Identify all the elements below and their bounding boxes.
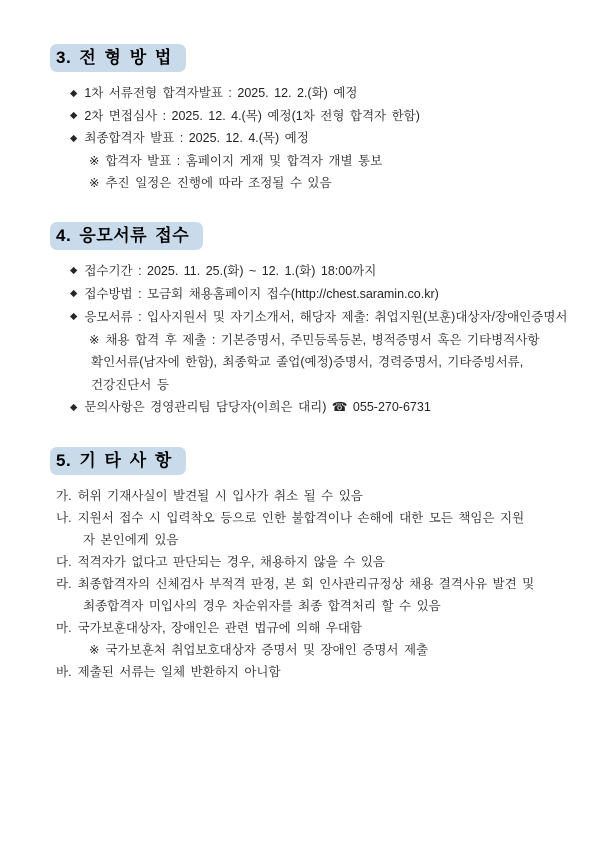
notice-line [70, 127, 564, 150]
reference-mark-icon: ※ [89, 175, 100, 190]
notice-line [56, 617, 564, 639]
list-label: 나. [56, 511, 72, 525]
notice-text: 자 본인에게 있음 [83, 533, 179, 547]
notice-text: 합격자 발표 : 홈페이지 게재 및 합격자 개별 통보 [105, 153, 383, 168]
list-label: 다. [56, 555, 72, 569]
notice-line [70, 82, 564, 105]
notice-text: 응모서류 : 입사지원서 및 자기소개서, 해당자 제출: 취업지원(보훈)대상자/장애인증명서 [84, 309, 568, 324]
diamond-bullet-icon: ◆ [70, 87, 78, 99]
notice-text: 1차 서류전형 합격자발표 : 2025. 12. 2.(화) 예정 [84, 86, 358, 100]
notice-continuation-line [83, 529, 564, 551]
notice-line [70, 260, 564, 283]
diamond-bullet-icon: ◆ [70, 132, 78, 144]
notice-text: 최종합격자 발표 : 2025. 12. 4.(목) 예정 [84, 131, 309, 145]
section-title-row [50, 222, 564, 250]
notice-text: 국가보훈처 취업보호대상자 증명서 및 장애인 증명서 제출 [105, 643, 429, 657]
notice-line [56, 485, 564, 507]
diamond-bullet-icon: ◆ [70, 288, 78, 299]
list-label: 바. [56, 665, 72, 679]
notice-text: 지원서 접수 시 입력착오 등으로 인한 불합격이나 손해에 대한 모든 책임은 지원 [77, 511, 525, 525]
notice-text: 허위 기재사실이 발견될 시 입사가 취소 될 수 있음 [77, 489, 363, 503]
notice-text: 2차 면접심사 : 2025. 12. 4.(목) 예정(1차 전형 합격자 한함) [84, 108, 420, 123]
diamond-bullet-icon: ◆ [70, 110, 78, 121]
notice-text: 확인서류(남자에 한함), 최종학교 졸업(예정)증명서, 경력증명서, 기타증빙서류, [91, 355, 524, 369]
notice-continuation-line [91, 351, 564, 374]
notice-line [70, 105, 564, 128]
notice-continuation-line [91, 374, 564, 397]
diamond-bullet-icon: ◆ [70, 265, 78, 276]
reference-mark-icon: ※ [89, 153, 100, 168]
contact-text: 문의사항은 경영관리팀 담당자(이희은 대리) ☎ 055-270-6731 [84, 400, 431, 414]
notice-text: 최종합격자의 신체검사 부적격 판정, 본 회 인사관리규정상 채용 결격사유 발견 및 [77, 577, 535, 591]
notice-line [56, 507, 564, 529]
section-application-submission [52, 222, 568, 420]
notice-subline [89, 329, 564, 352]
notice-line [56, 551, 564, 573]
notice-text: 접수기간 : 2025. 11. 25.(화) ~ 12. 1.(화) 18:00까지 [84, 263, 377, 278]
notice-text: 제출된 서류는 일체 반환하지 아니함 [77, 665, 281, 679]
notice-line [56, 661, 564, 683]
notice-text: 적격자가 없다고 판단되는 경우, 채용하지 않을 수 있음 [77, 555, 385, 569]
section-other-matters [52, 447, 564, 683]
notice-text: 최종합격자 미입사의 경우 차순위자를 최종 합격처리 할 수 있음 [83, 599, 441, 613]
diamond-bullet-icon: ◆ [70, 311, 78, 322]
notice-line [70, 306, 568, 329]
notice-text: 채용 합격 후 제출 : 기본증명서, 주민등록등본, 병적증명서 혹은 기타병적사항 [105, 332, 540, 347]
notice-text: 추진 일정은 진행에 따라 조정될 수 있음 [105, 175, 332, 190]
notice-subline [89, 639, 564, 661]
diamond-bullet-icon: ◆ [70, 401, 78, 413]
list-label: 라. [56, 577, 72, 591]
notice-line [56, 573, 564, 595]
notice-line [70, 283, 564, 306]
section-selection-method [52, 44, 564, 194]
section-title-highlight: 4. 응모서류 접수 [50, 222, 203, 250]
notice-text: 건강진단서 등 [91, 377, 169, 392]
notice-text: 국가보훈대상자, 장애인은 관련 법규에 의해 우대함 [77, 621, 362, 635]
list-label: 마. [56, 621, 72, 635]
notice-text-with-url: 접수방법 : 모금회 채용홈페이지 접수(http://chest.saramin.co.kr) [84, 286, 439, 301]
list-label: 가. [56, 489, 72, 503]
notice-subline [89, 150, 564, 172]
reference-mark-icon: ※ [89, 332, 100, 347]
contact-line [70, 396, 564, 419]
notice-continuation-line [83, 595, 564, 617]
section-title-highlight: 3. 전 형 방 법 [50, 44, 186, 72]
section-title-row [50, 44, 564, 72]
reference-mark-icon: ※ [89, 643, 100, 657]
notice-subline [89, 172, 564, 194]
section-title-highlight: 5. 기 타 사 항 [50, 447, 186, 475]
section-title-row [50, 447, 564, 475]
